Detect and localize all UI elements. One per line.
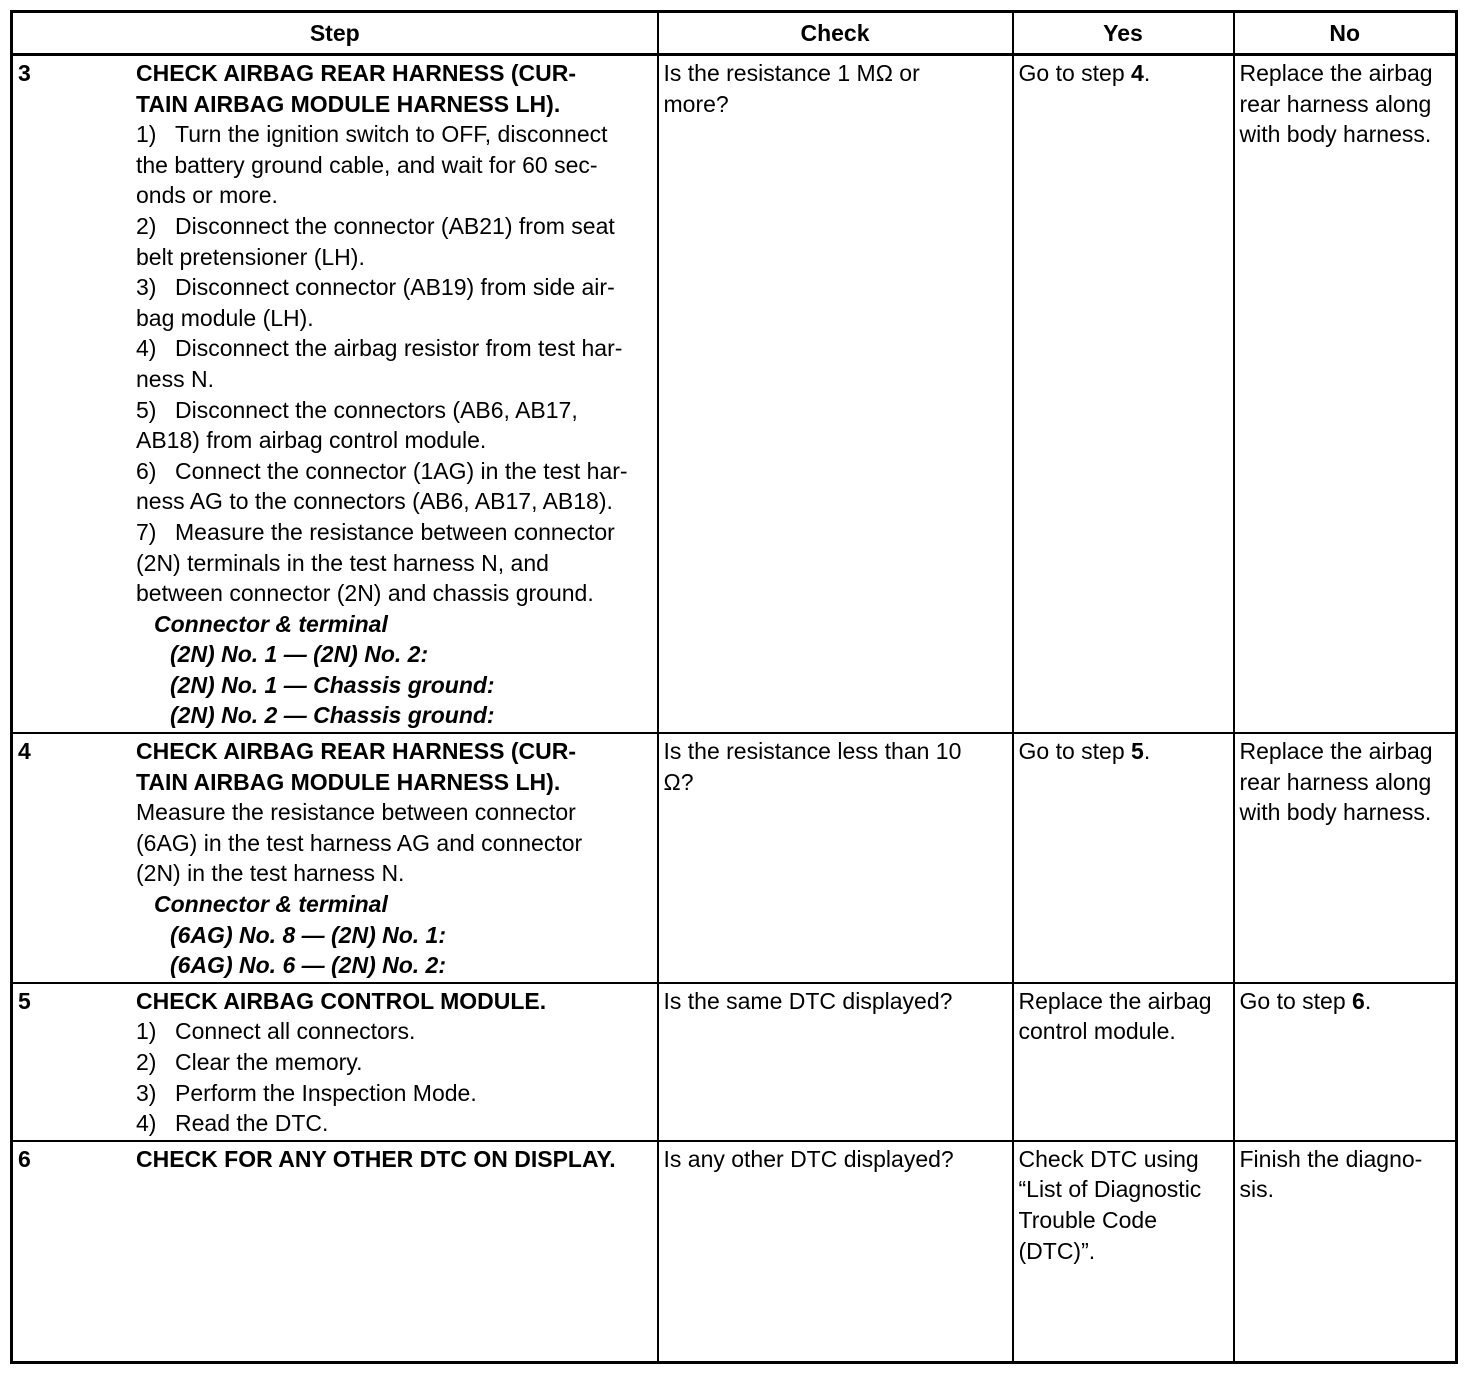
step-reference: 4: [1131, 60, 1144, 86]
instruction-number: 4): [136, 335, 157, 362]
no-prefix: Go to step: [1239, 987, 1353, 1014]
instruction-text: belt pretensioner (LH).: [136, 243, 365, 270]
instruction-item: [136, 395, 652, 426]
step-title: TAIN AIRBAG MODULE HARNESS LH).: [136, 768, 561, 795]
instruction-text: between connector (2N) and chassis ground.: [136, 580, 594, 607]
instruction-item: [136, 517, 652, 548]
instruction-text: Read the DTC.: [175, 1110, 329, 1137]
instruction-text: Disconnect the connector (AB21) from seat: [175, 212, 615, 239]
step-number: 4: [18, 738, 31, 765]
instruction-text: ness N.: [136, 365, 214, 392]
step-title: TAIN AIRBAG MODULE HARNESS LH).: [136, 90, 561, 117]
yes-suffix: .: [1143, 60, 1151, 86]
step-body: [136, 736, 652, 981]
instruction-number: 6): [136, 457, 157, 484]
yes-prefix: Go to step: [1018, 60, 1132, 86]
check-text: Is the resistance less than 10: [663, 738, 962, 765]
check-text: Is the resistance 1 MΩ or: [663, 60, 920, 86]
check-cell: [658, 1141, 1013, 1363]
instruction-text: Connect all connectors.: [175, 1018, 416, 1045]
step-number: 3: [18, 60, 31, 86]
instruction-text: (2N) terminals in the test harness N, and: [136, 549, 549, 576]
step-number: 5: [18, 987, 31, 1014]
instruction-text: Turn the ignition switch to OFF, disconnect: [175, 121, 608, 148]
step-description: Measure the resistance between connector: [136, 799, 576, 826]
check-cell: [658, 733, 1013, 983]
yes-text: [1019, 736, 1228, 767]
yes-cell: [1013, 983, 1234, 1141]
step-description: (2N) in the test harness N.: [136, 860, 405, 887]
instruction-number: 4): [136, 1110, 157, 1137]
instruction-text: Clear the memory.: [175, 1049, 363, 1075]
no-cell: [1234, 55, 1457, 734]
yes-text: Trouble Code: [1018, 1206, 1158, 1233]
no-text: sis.: [1239, 1176, 1274, 1203]
step-cell: [12, 733, 658, 983]
check-text: Is the same DTC displayed?: [663, 987, 953, 1014]
yes-cell: [1013, 1141, 1234, 1363]
instruction-number: 5): [136, 396, 157, 423]
connector-terminal-heading: Connector & terminal: [154, 891, 388, 918]
instruction-text: AB18) from airbag control module.: [136, 427, 487, 454]
instruction-text: Connect the connector (1AG) in the test har-: [175, 457, 628, 484]
no-suffix: .: [1364, 987, 1372, 1014]
no-text: with body harness.: [1239, 799, 1432, 826]
instruction-number: 3): [136, 1079, 157, 1106]
instruction-item: [136, 1078, 652, 1109]
yes-text: Check DTC using: [1018, 1145, 1199, 1172]
yes-text: (DTC)”.: [1018, 1237, 1096, 1264]
no-cell: [1234, 983, 1457, 1141]
instruction-item: [136, 1016, 652, 1047]
step-body: [136, 1144, 652, 1175]
step-number: 6: [18, 1145, 31, 1172]
instruction-number: 1): [136, 1018, 157, 1045]
instruction-item: [136, 333, 652, 364]
header-no: No: [1234, 12, 1457, 55]
table-row: [12, 55, 1457, 734]
check-text: Is any other DTC displayed?: [663, 1145, 954, 1172]
table-row: [12, 733, 1457, 983]
no-text: Finish the diagno-: [1239, 1145, 1423, 1172]
check-cell: [658, 55, 1013, 734]
instruction-text: Disconnect connector (AB19) from side air-: [175, 274, 615, 301]
instruction-number: 1): [136, 121, 157, 148]
header-step: Step: [12, 12, 658, 55]
instruction-number: 2): [136, 212, 157, 239]
connector-terminal-spec: (2N) No. 1 — (2N) No. 2:: [170, 641, 429, 668]
instruction-item: [136, 456, 652, 487]
yes-text: “List of Diagnostic: [1018, 1176, 1202, 1203]
instruction-item: [136, 1047, 652, 1078]
yes-text: [1019, 58, 1228, 89]
no-text: Replace the airbag: [1239, 738, 1433, 765]
instruction-text: bag module (LH).: [136, 304, 314, 331]
yes-cell: [1013, 55, 1234, 734]
yes-prefix: Go to step: [1018, 738, 1132, 765]
header-yes: Yes: [1013, 12, 1234, 55]
connector-terminal-spec: (2N) No. 2 — Chassis ground:: [170, 702, 495, 729]
instruction-text: Measure the resistance between connector: [175, 518, 615, 545]
no-cell: [1234, 1141, 1457, 1363]
yes-text: Replace the airbag: [1018, 987, 1212, 1014]
instruction-item: [136, 272, 652, 303]
step-reference: 6: [1352, 987, 1365, 1014]
step-title: CHECK FOR ANY OTHER DTC ON DISPLAY.: [136, 1145, 616, 1172]
step-title: CHECK AIRBAG CONTROL MODULE.: [136, 987, 547, 1014]
step-reference: 5: [1131, 738, 1144, 765]
yes-suffix: .: [1143, 738, 1151, 765]
instruction-number: 3): [136, 274, 157, 301]
instruction-item: [136, 1108, 652, 1139]
instruction-item: [136, 211, 652, 242]
diagnostic-table: [10, 10, 1458, 1364]
connector-terminal-spec: (6AG) No. 6 — (2N) No. 2:: [170, 952, 447, 979]
no-text: Replace the airbag: [1239, 60, 1433, 86]
step-body: [136, 58, 652, 731]
step-description: (6AG) in the test harness AG and connector: [136, 829, 583, 856]
no-text: rear harness along: [1239, 768, 1432, 795]
instruction-text: onds or more.: [136, 182, 278, 209]
yes-cell: [1013, 733, 1234, 983]
header-check: Check: [658, 12, 1013, 55]
check-cell: [658, 983, 1013, 1141]
connector-terminal-spec: (2N) No. 1 — Chassis ground:: [170, 671, 495, 698]
no-text: rear harness along: [1239, 90, 1432, 117]
connector-terminal-heading: Connector & terminal: [154, 610, 388, 637]
table-row: [12, 983, 1457, 1141]
instruction-number: 2): [136, 1049, 157, 1075]
table-header-row: [12, 12, 1457, 55]
instruction-text: ness AG to the connectors (AB6, AB17, AB18).: [136, 488, 613, 515]
step-body: [136, 986, 652, 1139]
no-cell: [1234, 733, 1457, 983]
yes-text: control module.: [1018, 1018, 1176, 1045]
instruction-item: [136, 119, 652, 150]
step-cell: [12, 1141, 658, 1363]
step-title: CHECK AIRBAG REAR HARNESS (CUR-: [136, 60, 576, 86]
instruction-number: 7): [136, 518, 157, 545]
instruction-text: the battery ground cable, and wait for 60 sec-: [136, 151, 598, 178]
step-cell: [12, 55, 658, 734]
check-text: more?: [663, 90, 729, 117]
no-text: with body harness.: [1239, 121, 1432, 148]
check-text: Ω?: [663, 768, 694, 795]
no-text: [1240, 986, 1451, 1017]
table-row: [12, 1141, 1457, 1363]
connector-terminal-spec: (6AG) No. 8 — (2N) No. 1:: [170, 921, 447, 948]
instruction-text: Perform the Inspection Mode.: [175, 1079, 477, 1106]
instruction-text: Disconnect the connectors (AB6, AB17,: [175, 396, 578, 423]
step-title: CHECK AIRBAG REAR HARNESS (CUR-: [136, 738, 576, 765]
instruction-text: Disconnect the airbag resistor from test har-: [175, 335, 623, 362]
step-cell: [12, 983, 658, 1141]
